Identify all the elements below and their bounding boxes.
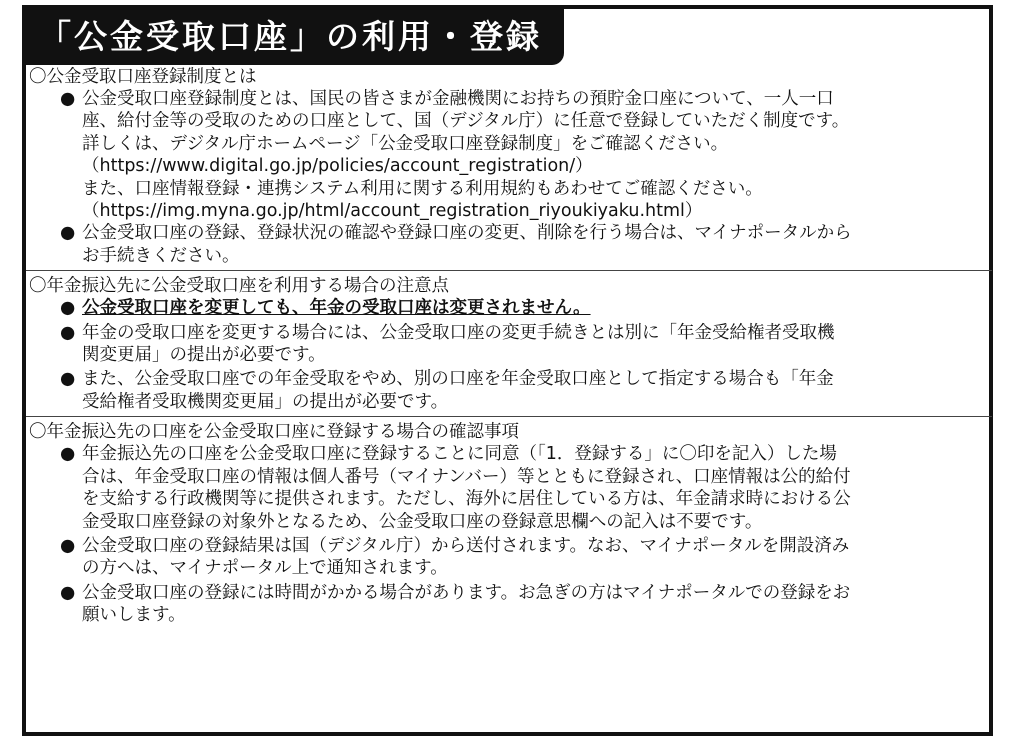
text-line: また、口座情報登録・連携システム利用に関する利用規約もあわせてご確認ください。: [82, 178, 763, 199]
bullet-icon: ●: [60, 535, 76, 556]
section-heading: 〇年金振込先に公金受取口座を利用する場合の注意点: [29, 276, 449, 297]
list-item: [26, 322, 992, 367]
page-title: 「公金受取口座」の利用・登録: [26, 9, 564, 65]
text-line: の方へは、マイナポータル上で通知されます。: [82, 558, 448, 579]
text-line: 公金受取口座の登録、登録状況の確認や登録口座の変更、削除を行う場合は、マイナポータルから: [82, 223, 852, 244]
url-text: （https://www.digital.go.jp/policies/account_registration/）: [82, 156, 593, 177]
list-item: [26, 443, 992, 533]
text-line: 公金受取口座登録制度とは、国民の皆さまが金融機関にお持ちの預貯金口座について、一人一口: [82, 89, 834, 109]
section-divider: [26, 270, 992, 271]
text-line: 公金受取口座の登録結果は国（デジタル庁）から送付されます。なお、マイナポータルを開設済み: [82, 535, 850, 556]
list-item: [26, 88, 992, 222]
text-line: 公金受取口座の登録には時間がかかる場合があります。お急ぎの方はマイナポータルでの登録をお: [82, 582, 851, 603]
bullet-icon: ●: [60, 223, 76, 244]
notice-content: [26, 66, 992, 627]
text-line: 年金振込先の口座を公金受取口座に登録することに同意（「1．登録する」に〇印を記入）した場: [82, 444, 837, 465]
bullet-icon: ●: [60, 582, 76, 603]
section-divider: [26, 416, 992, 417]
text-line: お手続きください。: [82, 245, 240, 266]
text-line: 座、給付金等の受取のための口座として、国（デジタル庁）に任意で登録していただく制度です。: [82, 111, 850, 132]
text-line: を支給する行政機関等に提供されます。ただし、海外に居住している方は、年金請求時における公: [82, 489, 851, 510]
list-item: [26, 368, 992, 413]
section-heading: 〇公金受取口座登録制度とは: [29, 67, 257, 87]
text-line: 金受取口座登録の対象外となるため、公金受取口座の登録意思欄への記入は不要です。: [82, 511, 763, 532]
list-item: [26, 582, 992, 627]
url-text: （https://img.myna.go.jp/html/account_registration_riyoukiyaku.html）: [82, 201, 703, 222]
text-line: 関変更届」の提出が必要です。: [82, 345, 326, 366]
bullet-icon: ●: [60, 298, 76, 319]
list-item: [26, 222, 992, 267]
text-line: 願いします。: [82, 605, 186, 626]
bullet-icon: ●: [60, 369, 76, 390]
text-line: 受給権者受取機関変更届」の提出が必要です。: [82, 391, 449, 412]
section-heading: 〇年金振込先の口座を公金受取口座に登録する場合の確認事項: [29, 422, 519, 443]
text-line: 詳しくは、デジタル庁ホームページ「公金受取口座登録制度」をご確認ください。: [82, 133, 729, 154]
list-item: [26, 535, 992, 580]
bullet-icon: ●: [60, 89, 76, 109]
list-item: [26, 297, 992, 319]
text-line: 年金の受取口座を変更する場合には、公金受取口座の変更手続きとは別に「年金受給権者受取機: [82, 322, 835, 343]
bullet-icon: ●: [60, 322, 76, 343]
bullet-icon: ●: [60, 444, 76, 465]
text-line: 合は、年金受取口座の情報は個人番号（マイナンバー）等とともに登録され、口座情報は公的給付: [82, 466, 851, 487]
text-line: また、公金受取口座での年金受取をやめ、別の口座を年金受取口座として指定する場合も「年金: [82, 369, 834, 390]
emphasis-text: 公金受取口座を変更しても、年金の受取口座は変更されません。: [82, 298, 591, 319]
